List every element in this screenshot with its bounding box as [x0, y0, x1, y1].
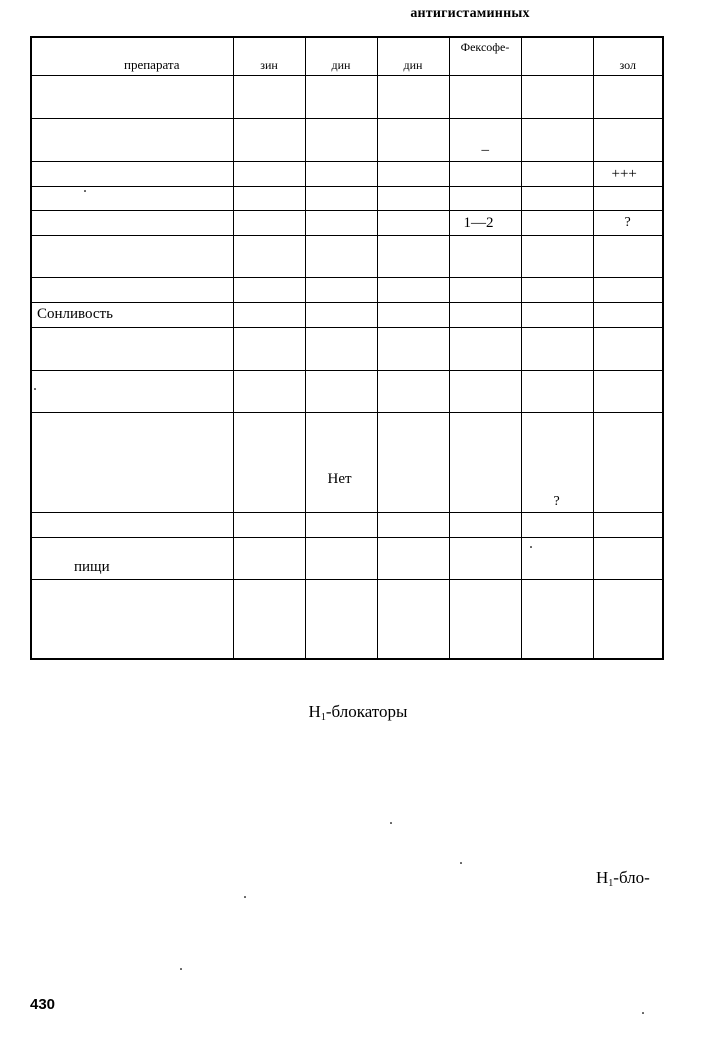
table-row — [31, 235, 663, 277]
table-row — [31, 118, 663, 161]
header-cell — [449, 37, 521, 75]
header-cell — [31, 37, 233, 75]
header-label-zin: зин — [260, 57, 278, 72]
subtitle-suffix: -блокаторы — [325, 702, 408, 721]
table-row — [31, 161, 663, 186]
header-cell — [377, 37, 449, 75]
trailing-prefix: H — [596, 868, 609, 887]
cell-pishchi: пищи — [74, 558, 110, 575]
header-cell — [233, 37, 305, 75]
trailing-subscript: 1 — [608, 878, 614, 889]
header-cell — [521, 37, 593, 75]
header-label-din-1: дин — [331, 57, 351, 72]
header-label-preparata: препарата — [124, 56, 180, 72]
cell-plus-plus-plus: +++ — [611, 165, 637, 182]
table-row — [31, 370, 663, 412]
table-row — [31, 302, 663, 327]
scan-speck — [84, 190, 86, 192]
header-cell — [593, 37, 663, 75]
subtitle-prefix: H — [308, 702, 321, 721]
table-row — [31, 327, 663, 370]
scan-speck — [180, 968, 182, 970]
header-cell — [305, 37, 377, 75]
subtitle-subscript: 1 — [320, 712, 326, 723]
header-label-din-2: дин — [403, 57, 423, 72]
table-row — [31, 277, 663, 302]
table-row — [31, 412, 663, 512]
scan-speck — [244, 896, 246, 898]
table-row — [31, 579, 663, 659]
cell-net: Нет — [327, 470, 352, 487]
cell-one-two: 1—2 — [463, 214, 494, 231]
table-caption: антигистаминных — [410, 6, 530, 21]
table-row — [31, 75, 663, 118]
scan-speck — [530, 546, 532, 548]
cell-question-2: ? — [553, 493, 560, 509]
header-label-zol: зол — [619, 57, 636, 72]
cell-question: ? — [624, 214, 631, 230]
cell-sonlivost: Сонливость — [37, 305, 113, 322]
table-row — [31, 537, 663, 579]
scan-speck — [34, 388, 36, 390]
scan-speck — [390, 822, 392, 824]
scan-speck — [460, 862, 462, 864]
table-row — [31, 210, 663, 235]
header-label-feksofe: Фексофе- — [460, 40, 510, 54]
cell-dash: – — [481, 141, 489, 158]
table-row — [31, 512, 663, 537]
trailing-text — [596, 868, 650, 889]
section-title — [0, 702, 706, 723]
table-row — [31, 186, 663, 210]
comparison-table — [30, 36, 664, 660]
page-number: 430 — [30, 996, 56, 1013]
table-header-row — [31, 37, 663, 75]
trailing-suffix: -бло- — [613, 868, 650, 887]
scan-speck — [642, 1012, 644, 1014]
